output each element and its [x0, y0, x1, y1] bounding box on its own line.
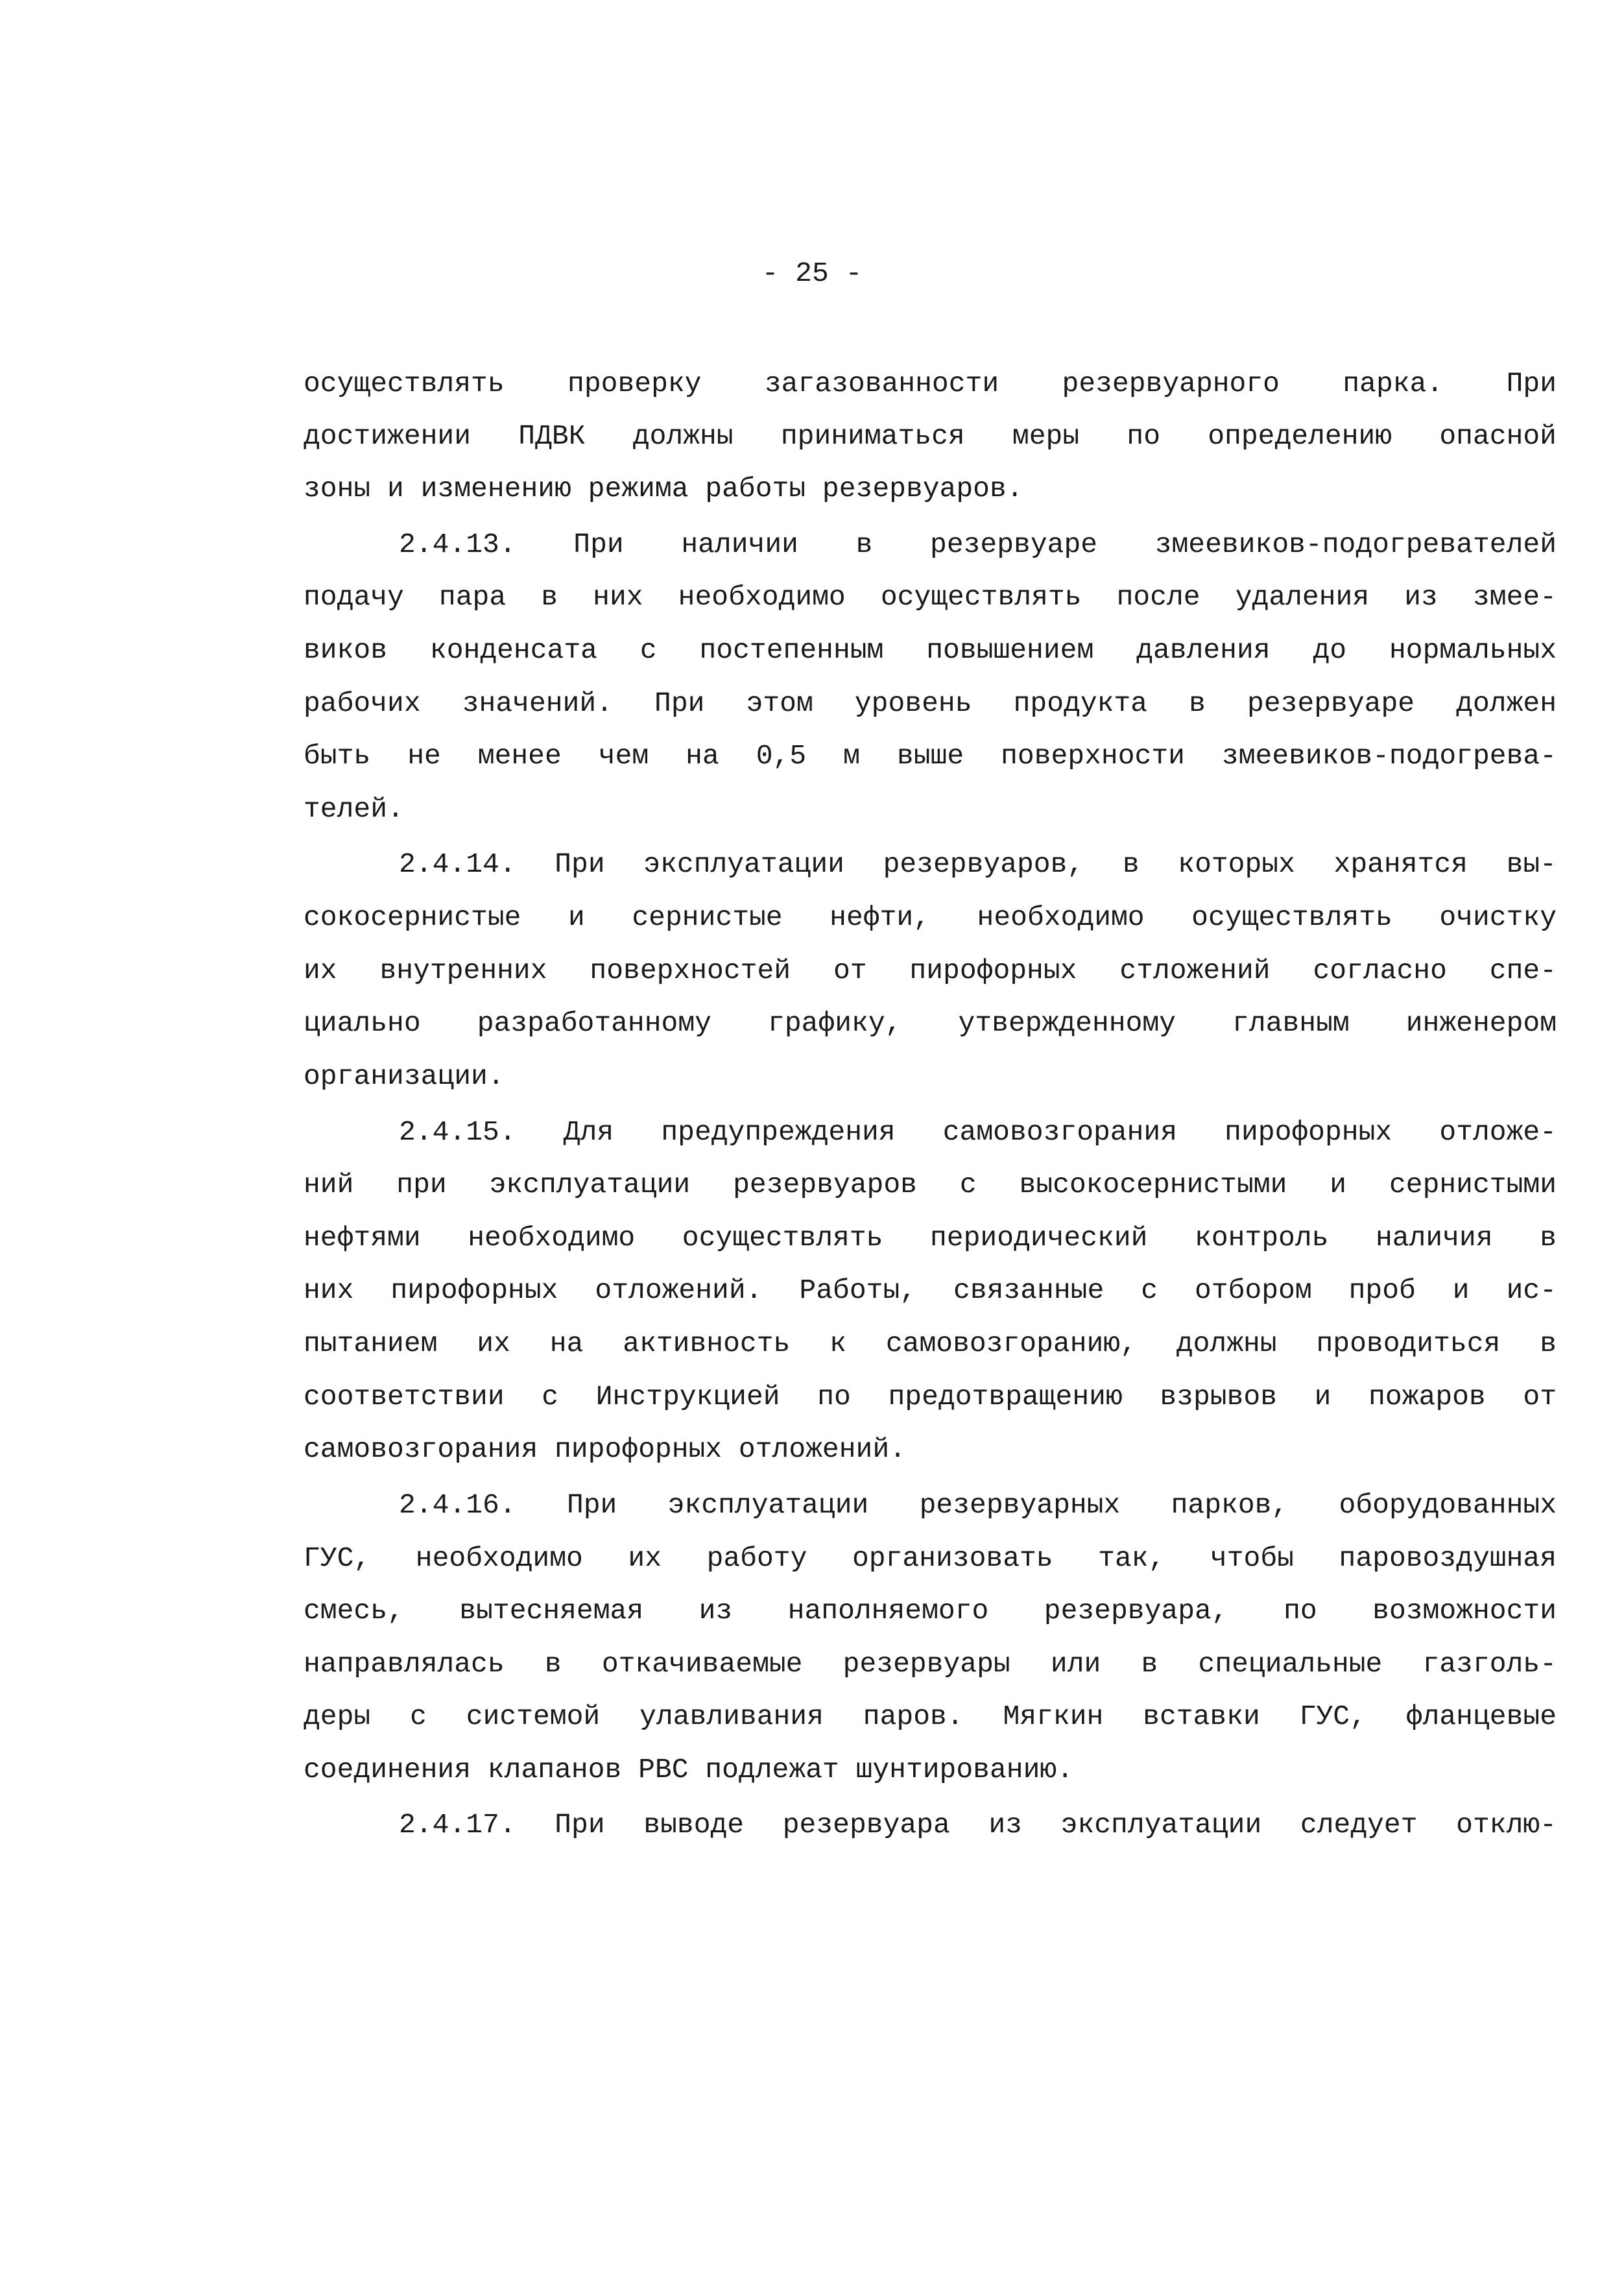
text-line: самовозгорания пирофорных отложений.	[304, 1433, 906, 1465]
text-line: их внутренних поверхностей от пирофорных стложений согласно спе-	[304, 955, 1557, 987]
text-line: зоны и изменению режима работы резервуаров.	[304, 473, 1023, 505]
text-line: быть не менее чем на 0,5 м выше поверхности змеевиков-подогрева-	[304, 740, 1557, 772]
text-line: осуществлять проверку загазованности резервуарного парка. При	[304, 368, 1557, 400]
text-line: 2.4.17. При выводе резервуара из эксплуатации следует отклю-	[399, 1809, 1557, 1841]
text-line: организации.	[304, 1060, 505, 1092]
text-line: пытанием их на активность к самовозгоранию, должны проводиться в	[304, 1328, 1557, 1359]
text-line: них пирофорных отложений. Работы, связанные с отбором проб и ис-	[304, 1274, 1557, 1306]
page-number: - 25 -	[761, 257, 863, 289]
text-line: деры с системой улавливания паров. Мягкин вставки ГУС, фланцевые	[304, 1701, 1557, 1732]
text-line: соответствии с Инструкцией по предотвращению взрывов и пожаров от	[304, 1381, 1557, 1413]
text-line: нефтями необходимо осуществлять периодический контроль наличия в	[304, 1222, 1557, 1254]
text-line: телей.	[304, 793, 404, 825]
text-line: смесь, вытесняемая из наполняемого резервуара, по возможности	[304, 1595, 1557, 1627]
text-line: 2.4.14. При эксплуатации резервуаров, в которых хранятся вы-	[399, 848, 1557, 880]
text-line: достижении ПДВК должны приниматься меры по определению опасной	[304, 420, 1557, 452]
text-line: ний при эксплуатации резервуаров с высокосернистыми и сернистыми	[304, 1169, 1557, 1201]
text-line: соединения клапанов РВС подлежат шунтированию.	[304, 1754, 1073, 1786]
text-line: 2.4.16. При эксплуатации резервуарных парков, оборудованных	[399, 1489, 1557, 1521]
text-line: ГУС, необходимо их работу организовать так, чтобы паровоздушная	[304, 1542, 1557, 1574]
text-line: 2.4.13. При наличии в резервуаре змеевиков-подогревателей	[399, 529, 1557, 560]
text-line: 2.4.15. Для предупреждения самовозгорания пирофорных отложе-	[399, 1116, 1557, 1148]
text-line: направлялась в откачиваемые резервуары или в специальные газголь-	[304, 1648, 1557, 1680]
text-line: подачу пара в них необходимо осуществлять после удаления из змее-	[304, 581, 1557, 613]
text-line: рабочих значений. При этом уровень продукта в резервуаре должен	[304, 688, 1557, 719]
text-line: виков конденсата с постепенным повышением давления до нормальных	[304, 634, 1557, 666]
text-line: сокосернистые и сернистые нефти, необходимо осуществлять очистку	[304, 902, 1557, 933]
text-line: циально разработанному графику, утвержденному главным инженером	[304, 1007, 1557, 1039]
